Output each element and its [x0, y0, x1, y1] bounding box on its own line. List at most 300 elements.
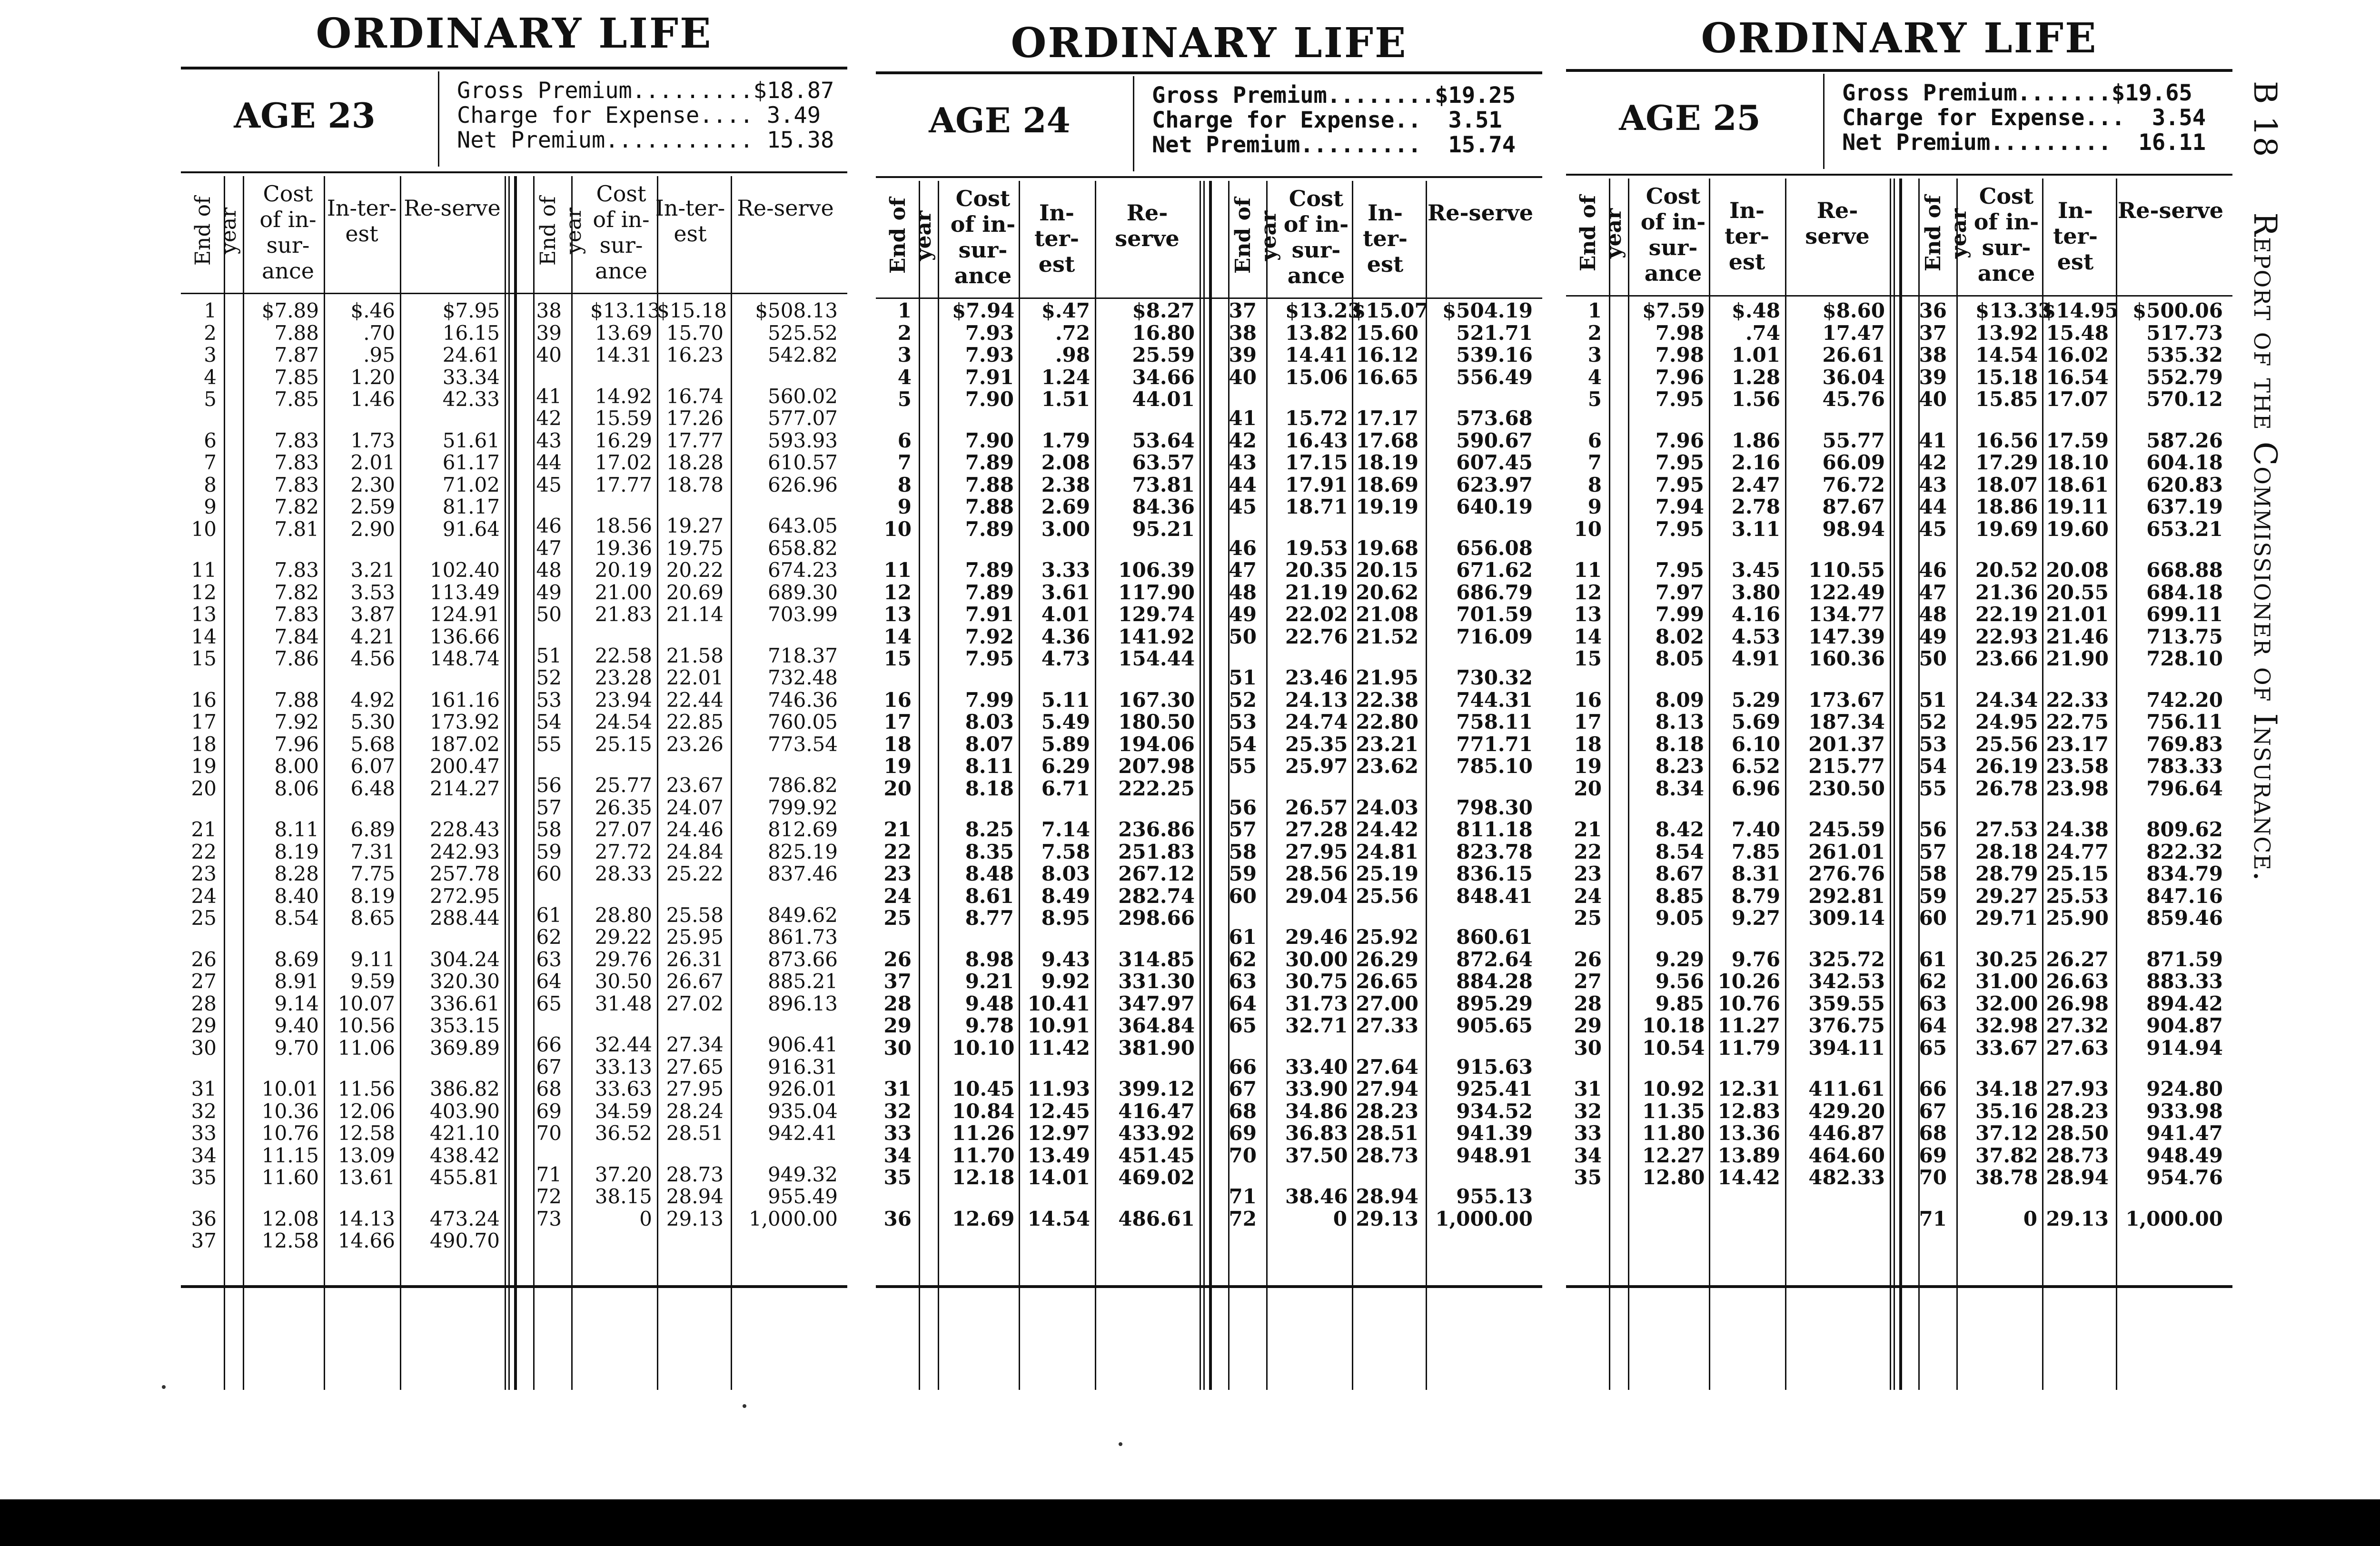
cell-interest: $15.18 — [657, 299, 727, 322]
cell-interest: 1.46 — [350, 387, 395, 411]
cell-reserve: 282.74 — [1118, 884, 1195, 908]
cell-reserve: 173.92 — [430, 710, 500, 733]
cell-end-of-year: 36 — [191, 1207, 217, 1230]
cell-reserve: 136.66 — [430, 624, 500, 648]
cell-cost-of-insurance: 8.28 — [274, 862, 319, 885]
cell-end-of-year: 16 — [1574, 688, 1602, 712]
cell-reserve: 941.47 — [2146, 1121, 2223, 1145]
divider — [1133, 76, 1134, 171]
cell-interest: 18.28 — [666, 451, 724, 474]
cell-cost-of-insurance: 7.92 — [965, 624, 1014, 648]
cell-reserve: 469.02 — [1118, 1166, 1195, 1189]
cell-reserve: 433.92 — [1118, 1121, 1195, 1145]
table-row — [876, 711, 1542, 733]
cell-cost-of-insurance: 30.75 — [1285, 970, 1348, 993]
cell-end-of-year: 14 — [1574, 624, 1602, 648]
cell-end-of-year: 69 — [536, 1099, 562, 1123]
cell-interest: 23.98 — [2046, 776, 2109, 800]
table-row — [876, 949, 1542, 971]
cell-end-of-year: 65 — [1229, 1014, 1257, 1037]
cell-cost-of-insurance: 31.48 — [595, 991, 652, 1015]
cell-cost-of-insurance: $13.33 — [1975, 299, 2052, 322]
table-row — [1566, 1037, 2232, 1059]
cell-reserve: 416.47 — [1118, 1099, 1195, 1123]
cell-reserve: 728.10 — [2146, 647, 2223, 670]
col-header-interest: In-ter-est — [1363, 200, 1408, 277]
cell-reserve: $500.06 — [2132, 299, 2223, 322]
cell-reserve: 954.76 — [2146, 1166, 2223, 1189]
cell-cost-of-insurance: 9.78 — [965, 1014, 1014, 1037]
cell-cost-of-insurance: 0 — [639, 1207, 652, 1230]
cell-reserve: 924.80 — [2146, 1077, 2223, 1100]
cell-reserve: 124.91 — [430, 603, 500, 626]
cell-reserve: 653.21 — [2146, 517, 2223, 541]
cell-cost-of-insurance: 15.18 — [1975, 365, 2038, 389]
cell-end-of-year: 11 — [191, 558, 217, 582]
cell-end-of-year: 31 — [883, 1077, 912, 1100]
cell-interest: 4.73 — [1041, 647, 1090, 670]
cell-reserve: 895.29 — [1456, 991, 1533, 1015]
cell-cost-of-insurance: 9.05 — [1655, 906, 1704, 930]
cell-interest: 2.38 — [1041, 473, 1090, 496]
cell-end-of-year: 41 — [1229, 406, 1257, 430]
cell-reserve: 214.27 — [430, 776, 500, 800]
cell-cost-of-insurance: 7.82 — [274, 495, 319, 518]
cell-cost-of-insurance: 9.40 — [274, 1014, 319, 1037]
cell-reserve: 859.46 — [2146, 906, 2223, 930]
table-row — [876, 755, 1542, 777]
cell-end-of-year: 12 — [883, 580, 912, 604]
cell-end-of-year: 2 — [897, 321, 912, 345]
cell-interest: 1.20 — [350, 365, 395, 389]
cell-reserve: 674.23 — [768, 558, 838, 582]
cell-reserve: 560.02 — [768, 384, 838, 408]
cell-interest: 18.69 — [1356, 473, 1418, 496]
cell-end-of-year: 51 — [1919, 688, 1947, 712]
cell-interest: 28.23 — [1356, 1099, 1418, 1123]
table-row — [876, 841, 1542, 863]
cell-end-of-year: 37 — [191, 1229, 217, 1252]
header-rule — [181, 67, 847, 69]
table-row — [181, 1100, 847, 1122]
cell-cost-of-insurance: 7.95 — [965, 647, 1014, 670]
table-row — [181, 1034, 847, 1056]
cell-reserve: 771.71 — [1456, 732, 1533, 756]
cell-cost-of-insurance: 7.98 — [1655, 321, 1704, 345]
scan-bottom-border — [0, 1499, 2380, 1546]
cell-cost-of-insurance: 17.29 — [1975, 451, 2038, 474]
cell-reserve: 906.41 — [768, 1033, 838, 1056]
cell-interest: 4.36 — [1041, 624, 1090, 648]
cell-reserve: 342.53 — [1808, 970, 1885, 993]
cell-interest: 2.69 — [1041, 495, 1090, 518]
cell-end-of-year: 28 — [883, 991, 912, 1015]
cell-cost-of-insurance: 7.98 — [1655, 343, 1704, 367]
table-row — [876, 797, 1542, 819]
cell-interest: 1.24 — [1041, 365, 1090, 389]
table-row — [1566, 689, 2232, 711]
cell-interest: 13.89 — [1717, 1143, 1780, 1167]
cell-interest: 25.90 — [2046, 906, 2109, 930]
cell-cost-of-insurance: 26.19 — [1975, 754, 2038, 778]
cell-interest: 21.01 — [2046, 603, 2109, 626]
cell-interest: 21.08 — [1356, 603, 1418, 626]
cell-end-of-year: 47 — [536, 536, 562, 560]
table-row — [876, 819, 1542, 841]
cell-end-of-year: 29 — [883, 1014, 912, 1037]
cell-end-of-year: 60 — [1919, 906, 1947, 930]
cell-cost-of-insurance: $7.94 — [952, 299, 1015, 322]
cell-end-of-year: 21 — [883, 818, 912, 841]
table-row — [876, 344, 1542, 366]
cell-reserve: 746.36 — [768, 688, 838, 712]
cell-end-of-year: 23 — [191, 862, 217, 885]
cell-cost-of-insurance: 36.83 — [1285, 1121, 1348, 1145]
cell-end-of-year: 24 — [1574, 884, 1602, 908]
cell-cost-of-insurance: 28.33 — [595, 862, 652, 885]
table-row — [1566, 1015, 2232, 1037]
table-row — [181, 1164, 847, 1186]
cell-interest: 11.93 — [1027, 1077, 1090, 1100]
cell-cost-of-insurance: 7.90 — [965, 387, 1014, 411]
cell-interest: 25.15 — [2046, 862, 2109, 885]
cell-reserve: 955.49 — [768, 1185, 838, 1208]
cell-interest: 2.01 — [350, 451, 395, 474]
table-row — [876, 474, 1542, 496]
cell-interest: 4.16 — [1731, 603, 1780, 626]
cell-end-of-year: 72 — [1229, 1207, 1257, 1230]
cell-cost-of-insurance: 30.00 — [1285, 947, 1348, 971]
cell-interest: 2.08 — [1041, 451, 1090, 474]
cell-interest: 28.94 — [2046, 1166, 2109, 1189]
cell-reserve: $8.60 — [1822, 299, 1885, 322]
cell-end-of-year: 7 — [1587, 451, 1602, 474]
cell-reserve: 834.79 — [2146, 862, 2223, 885]
table-row — [181, 1186, 847, 1208]
cell-reserve: 464.60 — [1808, 1143, 1885, 1167]
premium-line: Charge for Expense... 3.54 — [1842, 105, 2206, 131]
cell-interest: 24.07 — [666, 795, 724, 819]
cell-interest: 27.32 — [2046, 1014, 2109, 1037]
cell-cost-of-insurance: 38.46 — [1285, 1185, 1348, 1208]
cell-end-of-year: 16 — [883, 688, 912, 712]
table-bottom-rule — [181, 1285, 847, 1288]
cell-end-of-year: 29 — [1574, 1014, 1602, 1037]
col-header-reserve: Re-serve — [1115, 200, 1180, 251]
cell-cost-of-insurance: 8.19 — [274, 840, 319, 863]
cell-reserve: 684.18 — [2146, 580, 2223, 604]
cell-end-of-year: 22 — [1574, 840, 1602, 863]
cell-reserve: 744.31 — [1456, 688, 1533, 712]
cell-interest: 20.69 — [666, 580, 724, 604]
cell-reserve: 786.82 — [768, 773, 838, 797]
cell-end-of-year: 61 — [1229, 925, 1257, 949]
cell-cost-of-insurance: 9.56 — [1655, 970, 1704, 993]
cell-cost-of-insurance: 36.52 — [595, 1121, 652, 1145]
cell-reserve: 926.01 — [768, 1077, 838, 1100]
cell-interest: 2.30 — [350, 473, 395, 496]
table-panel-3 — [1566, 0, 2232, 1380]
table-row — [181, 863, 847, 885]
cell-end-of-year: 45 — [1229, 495, 1257, 518]
table-row — [181, 1208, 847, 1230]
cell-interest: 10.41 — [1027, 991, 1090, 1015]
cell-end-of-year: 8 — [1587, 473, 1602, 496]
cell-interest: 16.65 — [1356, 365, 1418, 389]
cell-reserve: 773.54 — [768, 732, 838, 756]
cell-interest: $14.95 — [2042, 299, 2119, 322]
cell-reserve: 637.19 — [2146, 495, 2223, 518]
cell-reserve: 809.62 — [2146, 818, 2223, 841]
table-row — [876, 559, 1542, 581]
cell-end-of-year: 9 — [204, 495, 217, 518]
cell-cost-of-insurance: 21.36 — [1975, 580, 2038, 604]
cell-end-of-year: 72 — [536, 1185, 562, 1208]
cell-interest: 6.10 — [1731, 732, 1780, 756]
cell-reserve: 604.18 — [2146, 451, 2223, 474]
cell-cost-of-insurance: 19.53 — [1285, 536, 1348, 560]
table-row — [181, 1230, 847, 1252]
table-row — [876, 1145, 1542, 1167]
cell-interest: 20.62 — [1356, 580, 1418, 604]
cell-interest: 6.96 — [1731, 776, 1780, 800]
cell-reserve: 336.61 — [430, 991, 500, 1015]
table-row — [181, 733, 847, 755]
cell-interest: 25.22 — [666, 862, 724, 885]
cell-end-of-year: 41 — [1919, 428, 1947, 452]
table-row — [876, 430, 1542, 452]
cell-reserve: 883.33 — [2146, 970, 2223, 993]
cell-end-of-year: 22 — [883, 840, 912, 863]
cell-reserve: 55.77 — [1822, 428, 1885, 452]
col-header-cost: Cost of in-sur-ance — [1283, 186, 1349, 288]
cell-end-of-year: 63 — [1919, 991, 1947, 1015]
cell-end-of-year: 17 — [191, 710, 217, 733]
table-row — [1566, 1145, 2232, 1167]
cell-reserve: 610.57 — [768, 451, 838, 474]
cell-reserve: 359.55 — [1808, 991, 1885, 1015]
cell-cost-of-insurance: 27.28 — [1285, 818, 1348, 841]
cell-interest: 21.95 — [1356, 666, 1418, 689]
cell-reserve: 517.73 — [2146, 321, 2223, 345]
cell-end-of-year: 44 — [536, 451, 562, 474]
cell-interest: 24.81 — [1356, 840, 1418, 863]
cell-end-of-year: 18 — [883, 732, 912, 756]
cell-interest: 14.42 — [1717, 1166, 1780, 1189]
table-row — [876, 971, 1542, 992]
cell-reserve: 403.90 — [430, 1099, 500, 1123]
col-header-end-of-year: End of year — [1921, 195, 1971, 271]
cell-interest: 23.58 — [2046, 754, 2109, 778]
cell-end-of-year: 47 — [1919, 580, 1947, 604]
cell-cost-of-insurance: 26.78 — [1975, 776, 2038, 800]
col-header-cost: Cost of in-sur-ance — [950, 186, 1016, 288]
cell-cost-of-insurance: 33.67 — [1975, 1036, 2038, 1060]
cell-end-of-year: 12 — [1574, 580, 1602, 604]
table-row — [876, 1078, 1542, 1100]
cell-reserve: 1,000.00 — [1435, 1207, 1533, 1230]
cell-interest: 16.02 — [2046, 343, 2109, 367]
cell-cost-of-insurance: 38.78 — [1975, 1166, 2038, 1189]
cell-interest: 9.11 — [350, 947, 395, 971]
cell-end-of-year: 22 — [191, 840, 217, 863]
page-code: B 18 — [2247, 81, 2283, 158]
cell-end-of-year: 12 — [191, 580, 217, 604]
cell-cost-of-insurance: 20.52 — [1975, 558, 2038, 582]
cell-interest: 6.29 — [1041, 754, 1090, 778]
table-row — [181, 1056, 847, 1078]
cell-interest: 14.66 — [337, 1229, 395, 1252]
scan-speck — [162, 1385, 166, 1389]
cell-reserve: 134.77 — [1808, 603, 1885, 626]
cell-interest: 27.64 — [1356, 1055, 1418, 1079]
cell-reserve: 916.31 — [768, 1055, 838, 1079]
cell-interest: 29.13 — [666, 1207, 724, 1230]
cell-reserve: 914.94 — [2146, 1036, 2223, 1060]
cell-interest: 13.09 — [337, 1143, 395, 1167]
cell-end-of-year: 9 — [897, 495, 912, 518]
cell-reserve: 438.42 — [430, 1143, 500, 1167]
cell-interest: 5.89 — [1041, 732, 1090, 756]
cell-cost-of-insurance: 15.06 — [1285, 365, 1348, 389]
cell-end-of-year: 15 — [883, 647, 912, 670]
col-header-end-of-year: End of year — [536, 196, 586, 266]
cell-end-of-year: 71 — [1919, 1207, 1947, 1230]
premium-line: Charge for Expense.... 3.49 — [457, 102, 821, 129]
cell-cost-of-insurance: 14.41 — [1285, 343, 1348, 367]
table-row — [876, 626, 1542, 648]
cell-end-of-year: 17 — [883, 710, 912, 733]
cell-interest: .70 — [363, 321, 395, 345]
cell-cost-of-insurance: 24.34 — [1975, 688, 2038, 712]
cell-interest: 26.63 — [2046, 970, 2109, 993]
cell-interest: 27.63 — [2046, 1036, 2109, 1060]
cell-cost-of-insurance: 20.19 — [595, 558, 652, 582]
table-row — [1566, 971, 2232, 992]
cell-end-of-year: 32 — [883, 1099, 912, 1123]
cell-end-of-year: 42 — [1919, 451, 1947, 474]
cell-reserve: 194.06 — [1118, 732, 1195, 756]
cell-cost-of-insurance: 27.07 — [595, 818, 652, 841]
cell-end-of-year: 54 — [1919, 754, 1947, 778]
cell-end-of-year: 47 — [1229, 558, 1257, 582]
cell-interest: 3.53 — [350, 580, 395, 604]
cell-reserve: 860.61 — [1456, 925, 1533, 949]
cell-end-of-year: 33 — [883, 1121, 912, 1145]
table-row — [876, 926, 1542, 948]
table-row — [1566, 1078, 2232, 1100]
cell-cost-of-insurance: 8.00 — [274, 754, 319, 778]
cell-interest: $.47 — [1041, 299, 1090, 322]
cell-interest: 20.15 — [1356, 558, 1418, 582]
cell-cost-of-insurance: 28.18 — [1975, 840, 2038, 863]
table-row — [181, 474, 847, 496]
cell-interest: 23.17 — [2046, 732, 2109, 756]
cell-end-of-year: 52 — [1919, 710, 1947, 733]
cell-end-of-year: 7 — [897, 451, 912, 474]
cell-cost-of-insurance: 8.61 — [965, 884, 1014, 908]
cell-reserve: 81.17 — [442, 495, 500, 518]
cell-cost-of-insurance: 37.50 — [1285, 1143, 1348, 1167]
cell-interest: 2.16 — [1731, 451, 1780, 474]
cell-end-of-year: 41 — [536, 384, 562, 408]
premium-line: Gross Premium.........$18.87 — [457, 78, 834, 104]
cell-cost-of-insurance: 26.57 — [1285, 795, 1348, 819]
table-row — [181, 841, 847, 863]
cell-cost-of-insurance: 12.18 — [952, 1166, 1015, 1189]
divider — [1823, 74, 1825, 169]
cell-reserve: 201.37 — [1808, 732, 1885, 756]
cell-reserve: 689.30 — [768, 580, 838, 604]
cell-interest: 20.55 — [2046, 580, 2109, 604]
cell-end-of-year: 37 — [1229, 299, 1257, 322]
cell-reserve: 180.50 — [1118, 710, 1195, 733]
cell-interest: 8.79 — [1731, 884, 1780, 908]
table-row — [876, 496, 1542, 518]
cell-interest: 4.53 — [1731, 624, 1780, 648]
cell-cost-of-insurance: 16.43 — [1285, 428, 1348, 452]
cell-reserve: 102.40 — [430, 558, 500, 582]
cell-reserve: 626.96 — [768, 473, 838, 496]
cell-cost-of-insurance: 26.35 — [595, 795, 652, 819]
cell-interest: 16.12 — [1356, 343, 1418, 367]
cell-interest: 21.90 — [2046, 647, 2109, 670]
cell-cost-of-insurance: $7.89 — [261, 299, 319, 322]
header-rule — [1566, 295, 2232, 297]
cell-reserve: 381.90 — [1118, 1036, 1195, 1060]
table-row — [1566, 452, 2232, 474]
cell-reserve: 394.11 — [1808, 1036, 1885, 1060]
header-rule — [876, 176, 1542, 178]
cell-interest: 10.26 — [1717, 970, 1780, 993]
table-row — [1566, 344, 2232, 366]
cell-cost-of-insurance: 7.93 — [965, 343, 1014, 367]
cell-cost-of-insurance: 8.05 — [1655, 647, 1704, 670]
table-row — [1566, 322, 2232, 344]
cell-end-of-year: 35 — [883, 1166, 912, 1189]
cell-reserve: 490.70 — [430, 1229, 500, 1252]
cell-cost-of-insurance: 14.31 — [595, 343, 652, 367]
premium-line: Net Premium........... 15.38 — [457, 127, 834, 153]
cell-reserve: 894.42 — [2146, 991, 2223, 1015]
cell-cost-of-insurance: 22.76 — [1285, 624, 1348, 648]
cell-reserve: 429.20 — [1808, 1099, 1885, 1123]
table-row — [181, 386, 847, 407]
table-row — [876, 733, 1542, 755]
cell-interest: 6.71 — [1041, 776, 1090, 800]
cell-cost-of-insurance: $13.13 — [590, 299, 660, 322]
cell-end-of-year: 24 — [191, 884, 217, 908]
cell-cost-of-insurance: 13.92 — [1975, 321, 2038, 345]
cell-cost-of-insurance: 10.92 — [1642, 1077, 1705, 1100]
cell-reserve: 446.87 — [1808, 1121, 1885, 1145]
cell-cost-of-insurance: 8.18 — [965, 776, 1014, 800]
cell-reserve: 942.41 — [768, 1121, 838, 1145]
cell-end-of-year: 15 — [191, 647, 217, 670]
cell-interest: 1.73 — [350, 428, 395, 452]
cell-end-of-year: 33 — [1574, 1121, 1602, 1145]
cell-reserve: 160.36 — [1808, 647, 1885, 670]
cell-end-of-year: 70 — [1919, 1166, 1947, 1189]
cell-end-of-year: 57 — [1229, 818, 1257, 841]
cell-cost-of-insurance: 8.03 — [965, 710, 1014, 733]
cell-reserve: 742.20 — [2146, 688, 2223, 712]
cell-end-of-year: 34 — [1574, 1143, 1602, 1167]
age-label: AGE 23 — [234, 95, 376, 136]
cell-reserve: 884.28 — [1456, 970, 1533, 993]
cell-end-of-year: 61 — [1919, 947, 1947, 971]
cell-cost-of-insurance: 7.97 — [1655, 580, 1704, 604]
